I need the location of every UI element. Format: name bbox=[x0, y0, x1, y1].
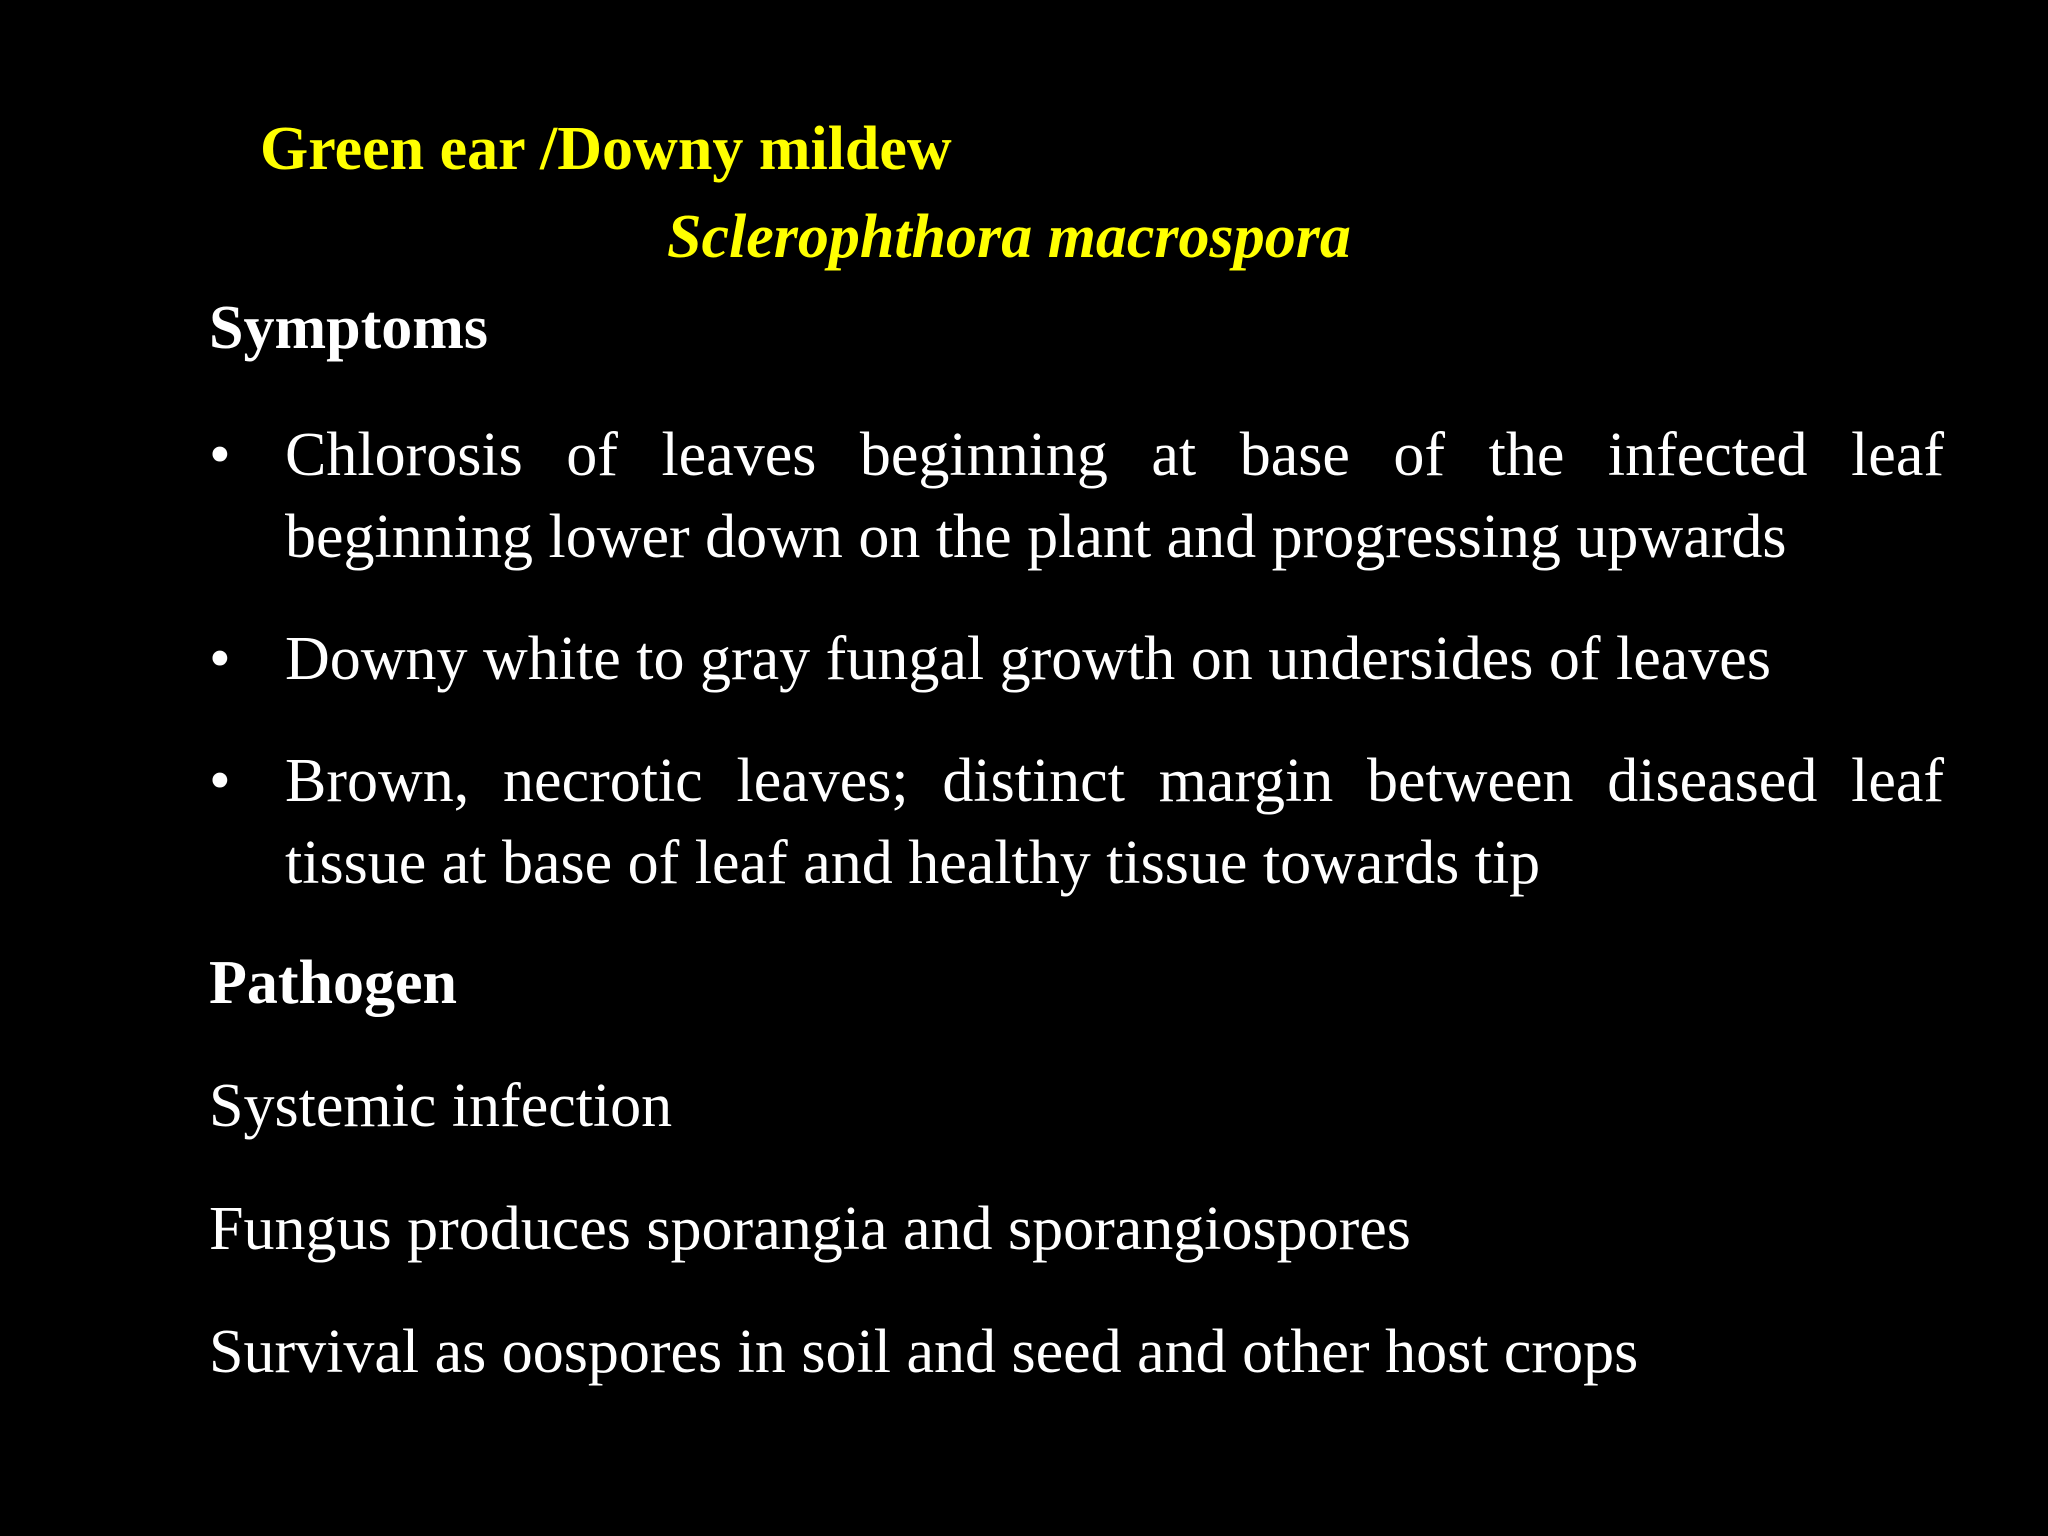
slide-subtitle: Sclerophthora macrospora bbox=[667, 203, 1351, 271]
symptom-text: Downy white to gray fungal growth on undersides of leaves bbox=[285, 625, 1771, 693]
bullet-marker: • bbox=[209, 421, 231, 489]
symptom-text: Brown, necrotic leaves; distinct margin between diseased leaf tissue at base of leaf and healthy tissue towards tip bbox=[285, 747, 1944, 897]
symptoms-list bbox=[209, 414, 1944, 944]
pathogen-line: Survival as oospores in soil and seed and other host crops bbox=[209, 1318, 1639, 1386]
symptoms-heading: Symptoms bbox=[209, 294, 489, 362]
pathogen-heading: Pathogen bbox=[209, 949, 457, 1017]
pathogen-line: Systemic infection bbox=[209, 1072, 673, 1140]
symptom-item bbox=[209, 740, 1944, 904]
bullet-marker: • bbox=[209, 625, 231, 693]
symptom-item bbox=[209, 414, 1944, 578]
symptom-text: Chlorosis of leaves beginning at base of the infected leaf beginning lower down on the plant and progressing upwards bbox=[285, 421, 1944, 571]
symptom-item bbox=[209, 618, 1944, 700]
slide-title: Green ear /Downy mildew bbox=[260, 115, 952, 183]
bullet-marker: • bbox=[209, 747, 231, 815]
pathogen-line: Fungus produces sporangia and sporangiospores bbox=[209, 1195, 1411, 1263]
